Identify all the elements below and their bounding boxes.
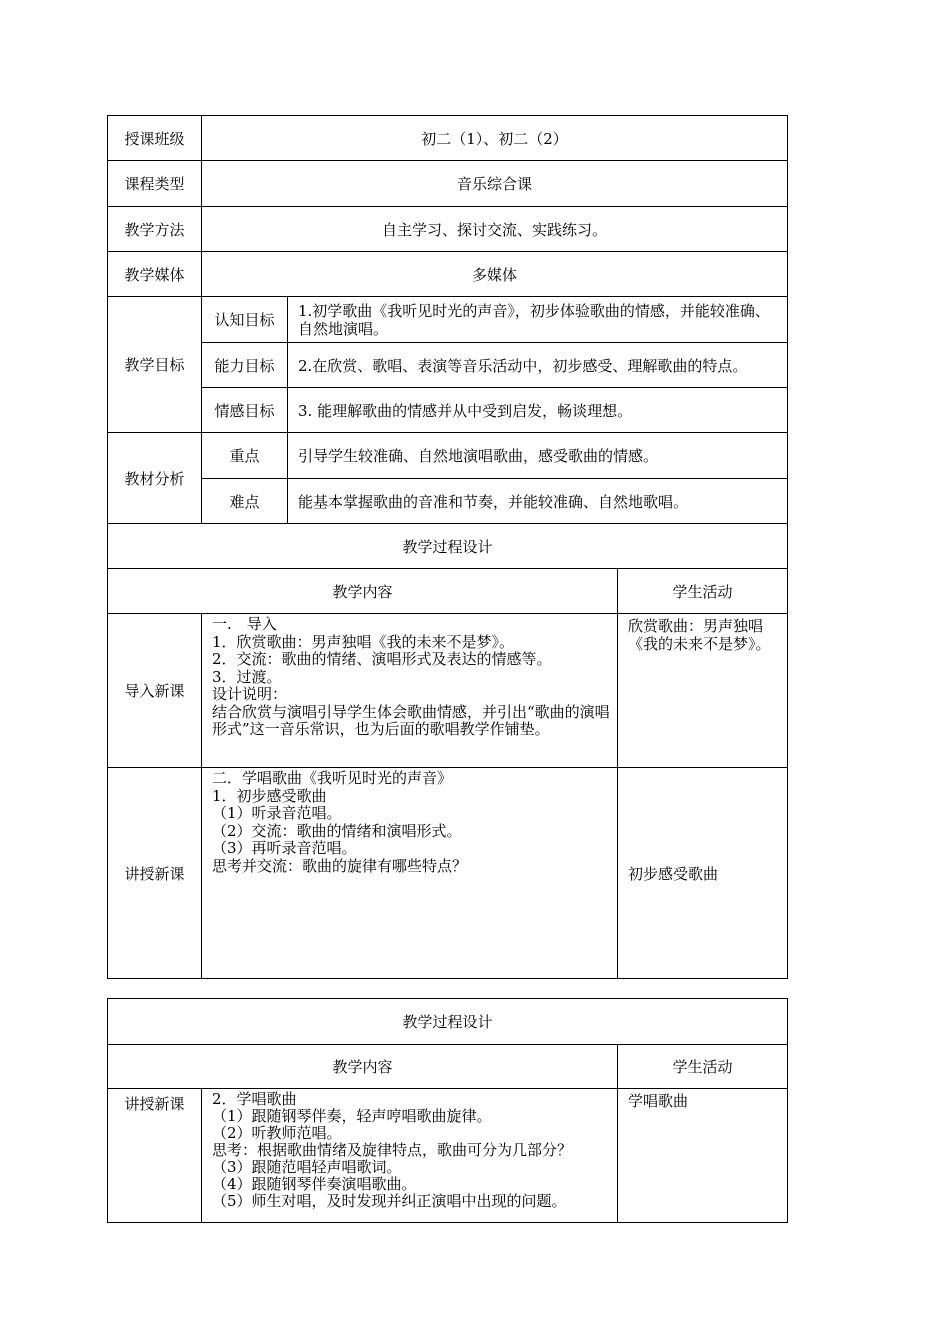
- list-item: 3．过渡。: [212, 667, 282, 686]
- intro-section-activity: 欣赏歌曲：男声独唱《我的未来不是梦》。: [618, 614, 788, 768]
- list-item: （2）听教师范唱。: [212, 1124, 342, 1142]
- list-item: 2．交流：歌曲的情绪、演唱形式及表达的情感等。: [212, 650, 552, 668]
- method-label: 教学方法: [108, 207, 202, 252]
- goals-label: 教学目标: [108, 297, 202, 433]
- list-item: （2）交流：歌曲的情绪和演唱形式。: [212, 821, 462, 840]
- media-value: 多媒体: [202, 252, 788, 297]
- analysis-label: 教材分析: [108, 433, 202, 524]
- emotion-goal-label: 情感目标: [202, 388, 288, 433]
- intro-section-label: 导入新课: [108, 614, 202, 768]
- process-title-2: 教学过程设计: [108, 999, 788, 1045]
- activity-header: 学生活动: [618, 569, 788, 614]
- learning-section-activity: 学唱歌曲: [618, 1089, 788, 1223]
- teaching-section-activity: 初步感受歌曲: [618, 768, 788, 979]
- key-point-text: 引导学生较准确、自然地演唱歌曲，感受歌曲的情感。: [288, 433, 788, 479]
- ability-goal-label: 能力目标: [202, 343, 288, 388]
- list-item: 设计说明：: [212, 685, 288, 703]
- class-label: 授课班级: [108, 116, 202, 161]
- list-item: 1．欣赏歌曲：男声独唱《我的未来不是梦》。: [212, 632, 515, 651]
- class-value: 初二（1）、初二（2）: [202, 116, 788, 161]
- intro-section-content: [202, 614, 618, 768]
- list-item: 结合欣赏与演唱引导学生体会歌曲情感，并引出“歌曲的演唱形式”这一音乐常识，也为后面的歌唱教学作铺垫。: [212, 702, 610, 738]
- emotion-goal-text: 3. 能理解歌曲的情感并从中受到启发，畅谈理想。: [288, 388, 788, 433]
- list-item: （1）跟随钢琴伴奏，轻声哼唱歌曲旋律。: [212, 1107, 492, 1125]
- teaching-section-content: [202, 768, 618, 979]
- method-value: 自主学习、探讨交流、实践练习。: [202, 207, 788, 252]
- list-item: 1．初步感受歌曲: [212, 786, 327, 805]
- list-item: 思考并交流：歌曲的旋律有哪些特点？: [212, 856, 468, 875]
- course-type-label: 课程类型: [108, 161, 202, 207]
- list-item: （1）听录音范唱。: [212, 804, 342, 822]
- content-header: 教学内容: [108, 569, 618, 614]
- activity-header-2: 学生活动: [618, 1045, 788, 1089]
- process-title: 教学过程设计: [108, 524, 788, 569]
- ability-goal-text: 2.在欣赏、歌唱、表演等音乐活动中，初步感受、理解歌曲的特点。: [288, 343, 788, 388]
- teaching-section-label: 讲授新课: [108, 768, 202, 979]
- cognitive-goal-label: 认知目标: [202, 297, 288, 343]
- learning-section-label: 讲授新课: [108, 1089, 202, 1223]
- lesson-plan-table: [107, 115, 788, 979]
- list-item: 一. 导入: [212, 615, 277, 633]
- list-item: 2．学唱歌曲: [212, 1090, 297, 1108]
- course-type-value: 音乐综合课: [202, 161, 788, 207]
- learning-section-content: [202, 1089, 618, 1223]
- cognitive-goal-text: 1.初学歌曲《我听见时光的声音》，初步体验歌曲的情感，并能较准确、自然地演唱。: [288, 297, 788, 343]
- media-label: 教学媒体: [108, 252, 202, 297]
- difficulty-label: 难点: [202, 479, 288, 524]
- lesson-plan-table-continued: [107, 998, 788, 1223]
- list-item: （5）师生对唱，及时发现并纠正演唱中出现的问题。: [212, 1192, 567, 1210]
- key-point-label: 重点: [202, 433, 288, 479]
- list-item: （3）跟随范唱轻声唱歌词。: [212, 1158, 402, 1176]
- content-header-2: 教学内容: [108, 1045, 618, 1089]
- list-item: （4）跟随钢琴伴奏演唱歌曲。: [212, 1175, 417, 1193]
- list-item: 二．学唱歌曲《我听见时光的声音》: [212, 769, 453, 787]
- list-item: 思考：根据歌曲情绪及旋律特点，歌曲可分为几部分？: [212, 1141, 573, 1159]
- difficulty-text: 能基本掌握歌曲的音准和节奏，并能较准确、自然地歌唱。: [288, 479, 788, 524]
- list-item: （3）再听录音范唱。: [212, 839, 357, 857]
